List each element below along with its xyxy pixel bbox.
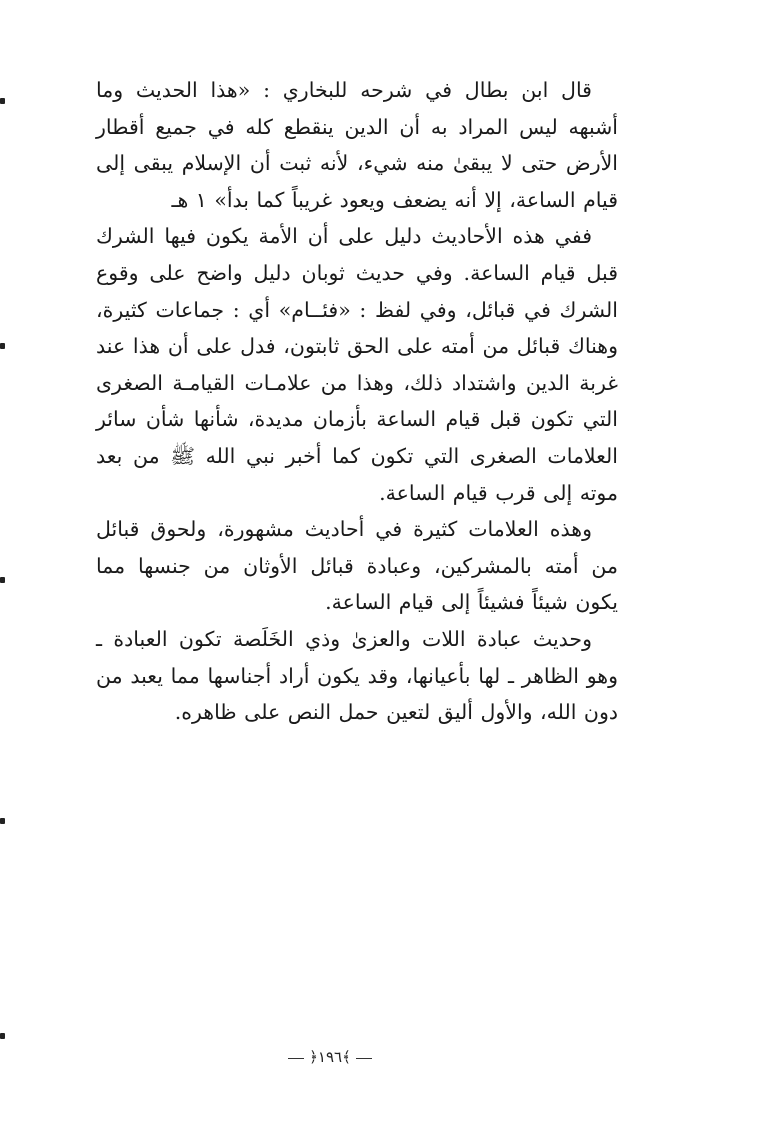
page-footer (0, 1048, 660, 1066)
margin-mark (0, 343, 5, 349)
paragraph-signs: وهذه العلامات كثيرة في أحاديث مشهورة، ولحوق قبائل من أمته بالمشركين، وعبادة قبائل الأوثان من جنسها مما يكون شيئاً فشيئاً إلى قيام الساعة. (96, 517, 618, 615)
paragraph-quote: قال ابن بطال في شرحه للبخاري : «هذا الحديث وما أشبهه ليس المراد به أن الدين ينقطع كله في جميع أقطار الأرض حتى لا يبقىٰ منه شيء، لأنه ثبت أن الإسلام يبقى إلى قيام الساعة، إلا أنه يضعف ويعود غريباً كما بدأ» ١ هـ (96, 78, 618, 212)
margin-mark (0, 818, 5, 824)
footer-dash-left (288, 1058, 304, 1059)
footer-dash-right (356, 1058, 372, 1059)
body-text (96, 72, 618, 731)
margin-mark (0, 1033, 5, 1039)
margin-mark (0, 577, 5, 583)
page-number-close: ﴾ (342, 1048, 351, 1066)
paragraph-hadith-evidence: ففي هذه الأحاديث دليل على أن الأمة يكون فيها الشرك قبل قيام الساعة. وفي حديث ثوبان دليل واضح على وقوع الشرك في قبائل، وفي لفظ : «فئــام» أي : جماعات كثيرة، وهناك قبائل من أمته على الحق ثابتون، فدل على أن هذا عند غربة الدين واشتداد ذلك، وهذا من علامـات القيامـة الصغرى التي تكون قبل قيام الساعة بأزمان مديدة، شأنها شأن سائر العلامات الصغرى التي تكون كما أخبر نبي الله ﷺ من بعد موته إلى قرب قيام الساعة. (96, 224, 618, 505)
margin-mark (0, 98, 5, 104)
page-number-open: ﴿ (309, 1048, 318, 1066)
paragraph-conclusion: وحديث عبادة اللات والعزىٰ وذي الخَلَصة تكون العبادة ـ وهو الظاهر ـ لها بأعيانها، وقد يكون أراد أجناسها مما يعبد من دون الله، والأول أليق لتعين حمل النص على ظاهره. (96, 626, 618, 725)
page-number: ١٩٦ (317, 1048, 343, 1066)
